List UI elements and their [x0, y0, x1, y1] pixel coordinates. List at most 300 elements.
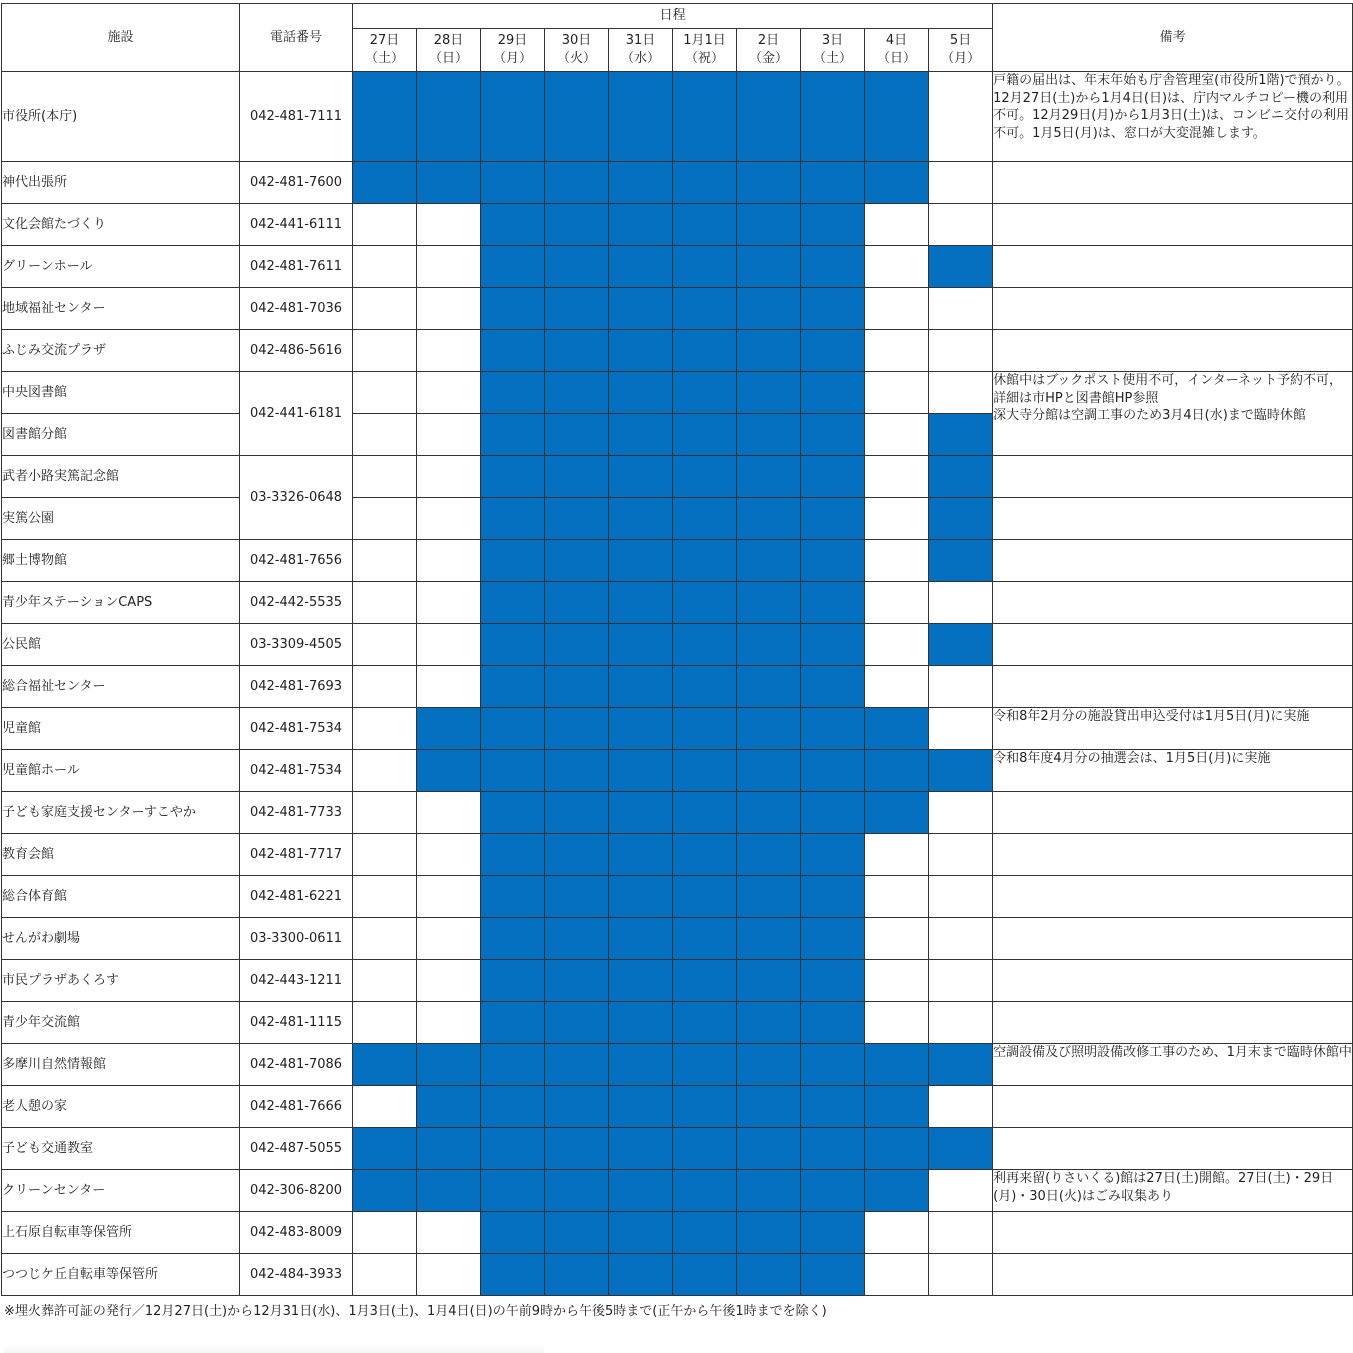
open-day-cell: [417, 246, 481, 288]
closed-day-cell: [609, 498, 673, 540]
closed-day-cell: [801, 624, 865, 666]
table-row: [2, 1044, 1353, 1086]
closed-day-cell: [353, 72, 417, 162]
open-day-cell: [353, 834, 417, 876]
closed-day-cell: [929, 498, 993, 540]
closed-day-cell: [481, 204, 545, 246]
phone-number: 042-484-3933: [240, 1254, 353, 1296]
closed-day-cell: [929, 456, 993, 498]
closed-day-cell: [481, 960, 545, 1002]
schedule-header: 日程: [353, 4, 993, 29]
closed-day-cell: [929, 246, 993, 288]
phone-number: 03-3326-0648: [240, 456, 353, 540]
remarks-cell: [993, 666, 1353, 708]
open-day-cell: [417, 960, 481, 1002]
open-day-cell: [417, 540, 481, 582]
open-day-cell: [417, 792, 481, 834]
remarks-cell: 令和8年度4月分の抽選会は、1月5日(月)に実施: [993, 750, 1353, 792]
closed-day-cell: [481, 372, 545, 414]
closed-day-cell: [609, 372, 673, 414]
closed-day-cell: [865, 792, 929, 834]
open-day-cell: [353, 1002, 417, 1044]
closed-day-cell: [801, 204, 865, 246]
open-day-cell: [417, 1212, 481, 1254]
open-day-cell: [929, 834, 993, 876]
open-day-cell: [865, 876, 929, 918]
open-day-cell: [353, 918, 417, 960]
closed-day-cell: [609, 456, 673, 498]
open-day-cell: [417, 1002, 481, 1044]
closed-day-cell: [481, 456, 545, 498]
closed-day-cell: [737, 1170, 801, 1212]
closed-day-cell: [417, 1086, 481, 1128]
closed-day-cell: [353, 1044, 417, 1086]
open-day-cell: [865, 1212, 929, 1254]
open-day-cell: [929, 372, 993, 414]
closed-day-cell: [481, 246, 545, 288]
open-day-cell: [417, 582, 481, 624]
day-date: 5日: [949, 33, 972, 49]
closed-day-cell: [737, 414, 801, 456]
closed-day-cell: [545, 540, 609, 582]
closed-day-cell: [801, 372, 865, 414]
closed-day-cell: [929, 540, 993, 582]
open-day-cell: [865, 540, 929, 582]
closed-day-cell: [737, 72, 801, 162]
open-day-cell: [417, 918, 481, 960]
closed-day-cell: [737, 1044, 801, 1086]
closed-day-cell: [481, 876, 545, 918]
table-row: [2, 1170, 1353, 1212]
closed-day-cell: [801, 1212, 865, 1254]
closed-day-cell: [417, 750, 481, 792]
remarks-cell: [993, 582, 1353, 624]
facility-name: 公民館: [2, 624, 240, 666]
closed-day-cell: [481, 666, 545, 708]
closed-day-cell: [673, 750, 737, 792]
closed-day-cell: [737, 204, 801, 246]
closed-day-cell: [545, 162, 609, 204]
remarks-cell: [993, 456, 1353, 498]
closed-day-cell: [737, 624, 801, 666]
day-weekday: （月）: [941, 51, 981, 66]
facility-name: 地域福祉センター: [2, 288, 240, 330]
closed-day-cell: [737, 834, 801, 876]
open-day-cell: [865, 246, 929, 288]
table-row: [2, 750, 1353, 792]
closed-day-cell: [545, 1044, 609, 1086]
closed-day-cell: [673, 1086, 737, 1128]
phone-number: 042-481-7666: [240, 1086, 353, 1128]
open-day-cell: [417, 204, 481, 246]
phone-number: 042-481-6221: [240, 876, 353, 918]
closed-day-cell: [737, 582, 801, 624]
phone-number: 042-483-8009: [240, 1212, 353, 1254]
closed-day-cell: [865, 72, 929, 162]
day-header: [609, 29, 673, 72]
closed-day-cell: [609, 246, 673, 288]
day-header: [801, 29, 865, 72]
facility-name: グリーンホール: [2, 246, 240, 288]
closed-day-cell: [801, 456, 865, 498]
closed-day-cell: [673, 246, 737, 288]
open-day-cell: [929, 288, 993, 330]
table-row: [2, 624, 1353, 666]
facility-name: 教育会館: [2, 834, 240, 876]
open-day-cell: [865, 288, 929, 330]
remarks-cell: [993, 330, 1353, 372]
closed-day-cell: [545, 1254, 609, 1296]
closed-day-cell: [481, 288, 545, 330]
open-day-cell: [417, 1254, 481, 1296]
table-row: [2, 834, 1353, 876]
remarks-cell: [993, 834, 1353, 876]
closed-day-cell: [801, 162, 865, 204]
closed-day-cell: [609, 1044, 673, 1086]
closed-day-cell: [673, 456, 737, 498]
open-day-cell: [929, 666, 993, 708]
open-day-cell: [929, 876, 993, 918]
day-header: [673, 29, 737, 72]
closed-day-cell: [609, 834, 673, 876]
closed-day-cell: [481, 162, 545, 204]
facility-name: 中央図書館: [2, 372, 240, 414]
closed-day-cell: [673, 1212, 737, 1254]
closed-day-cell: [609, 582, 673, 624]
closed-day-cell: [673, 498, 737, 540]
closed-day-cell: [737, 792, 801, 834]
closed-day-cell: [929, 1044, 993, 1086]
remarks-cell: [993, 918, 1353, 960]
facility-name: つつじケ丘自転車等保管所: [2, 1254, 240, 1296]
phone-number: 042-481-7656: [240, 540, 353, 582]
closed-day-cell: [545, 1212, 609, 1254]
closed-day-cell: [609, 162, 673, 204]
closed-day-cell: [417, 1128, 481, 1170]
open-day-cell: [865, 834, 929, 876]
open-day-cell: [929, 162, 993, 204]
open-day-cell: [417, 288, 481, 330]
closed-day-cell: [737, 708, 801, 750]
open-day-cell: [865, 372, 929, 414]
closed-day-cell: [673, 1044, 737, 1086]
closed-day-cell: [545, 1170, 609, 1212]
closed-day-cell: [609, 918, 673, 960]
closed-day-cell: [673, 918, 737, 960]
closed-day-cell: [737, 1212, 801, 1254]
remarks-cell: [993, 624, 1353, 666]
closed-day-cell: [673, 666, 737, 708]
closed-day-cell: [481, 1086, 545, 1128]
table-row: [2, 1212, 1353, 1254]
closed-day-cell: [609, 750, 673, 792]
closed-day-cell: [609, 1254, 673, 1296]
closed-day-cell: [609, 708, 673, 750]
closed-day-cell: [801, 750, 865, 792]
closed-day-cell: [481, 1128, 545, 1170]
remarks-cell: [993, 1212, 1353, 1254]
closed-day-cell: [673, 582, 737, 624]
closed-day-cell: [417, 1170, 481, 1212]
closed-day-cell: [353, 1128, 417, 1170]
table-header: [2, 4, 1353, 72]
closed-day-cell: [545, 960, 609, 1002]
closed-day-cell: [545, 372, 609, 414]
facility-name: 児童館: [2, 708, 240, 750]
open-day-cell: [417, 456, 481, 498]
closed-day-cell: [545, 876, 609, 918]
phone-number: 042-481-7086: [240, 1044, 353, 1086]
open-day-cell: [353, 1212, 417, 1254]
closed-day-cell: [609, 204, 673, 246]
open-day-cell: [929, 582, 993, 624]
closed-day-cell: [673, 624, 737, 666]
closed-day-cell: [801, 876, 865, 918]
closed-day-cell: [673, 1002, 737, 1044]
phone-number: 042-487-5055: [240, 1128, 353, 1170]
open-day-cell: [865, 624, 929, 666]
closed-day-cell: [737, 330, 801, 372]
footnote: ※埋火葬許可証の発行／12月27日(土)から12月31日(水)、1月3日(土)、1月4日(日)の午前9時から午後5時まで(正午から午後1時までを除く): [4, 1304, 827, 1319]
facility-name: 文化会館たづくり: [2, 204, 240, 246]
open-day-cell: [353, 582, 417, 624]
facility-name: せんがわ劇場: [2, 918, 240, 960]
closed-day-cell: [737, 498, 801, 540]
day-date: 3日: [821, 33, 844, 49]
open-day-cell: [353, 624, 417, 666]
facility-name: 子ども家庭支援センターすこやか: [2, 792, 240, 834]
facility-name: 神代出張所: [2, 162, 240, 204]
open-day-cell: [929, 918, 993, 960]
closed-day-cell: [353, 162, 417, 204]
closed-day-cell: [865, 708, 929, 750]
open-day-cell: [353, 246, 417, 288]
closed-day-cell: [609, 330, 673, 372]
day-header: [929, 29, 993, 72]
closed-day-cell: [545, 792, 609, 834]
open-day-cell: [929, 792, 993, 834]
table-row: [2, 456, 1353, 498]
day-weekday: （火）: [556, 51, 596, 66]
open-day-cell: [865, 1002, 929, 1044]
table-row: [2, 372, 1353, 414]
table-row: [2, 960, 1353, 1002]
closed-day-cell: [481, 1044, 545, 1086]
facility-name: 武者小路実篤記念館: [2, 456, 240, 498]
table-row: [2, 1128, 1353, 1170]
facility-name: 多摩川自然情報館: [2, 1044, 240, 1086]
open-day-cell: [353, 708, 417, 750]
phone-number: 042-481-7111: [240, 72, 353, 162]
open-day-cell: [865, 1254, 929, 1296]
closed-day-cell: [481, 792, 545, 834]
closed-day-cell: [737, 1254, 801, 1296]
facility-name: 総合福祉センター: [2, 666, 240, 708]
remarks-cell: [993, 792, 1353, 834]
phone-number: 042-481-7733: [240, 792, 353, 834]
closed-day-cell: [673, 204, 737, 246]
open-day-cell: [929, 330, 993, 372]
closed-day-cell: [481, 1212, 545, 1254]
closed-day-cell: [545, 1086, 609, 1128]
closed-day-cell: [801, 708, 865, 750]
closed-day-cell: [865, 750, 929, 792]
closed-day-cell: [801, 918, 865, 960]
open-day-cell: [865, 666, 929, 708]
closed-day-cell: [609, 792, 673, 834]
open-day-cell: [929, 960, 993, 1002]
open-day-cell: [865, 414, 929, 456]
table-row: [2, 162, 1353, 204]
closed-day-cell: [865, 162, 929, 204]
closed-day-cell: [801, 666, 865, 708]
open-day-cell: [417, 414, 481, 456]
open-day-cell: [353, 330, 417, 372]
table-row: [2, 666, 1353, 708]
day-weekday: （祝）: [684, 51, 724, 66]
closed-day-cell: [737, 456, 801, 498]
table-row: [2, 540, 1353, 582]
closed-day-cell: [673, 876, 737, 918]
closed-day-cell: [545, 834, 609, 876]
closed-day-cell: [481, 1170, 545, 1212]
open-day-cell: [417, 372, 481, 414]
closed-day-cell: [545, 330, 609, 372]
closed-day-cell: [481, 582, 545, 624]
phone-number: 042-481-7534: [240, 750, 353, 792]
remarks-cell: [993, 498, 1353, 540]
open-day-cell: [929, 1002, 993, 1044]
closed-day-cell: [481, 72, 545, 162]
day-date: 31日: [625, 33, 656, 49]
phone-number: 042-481-1115: [240, 1002, 353, 1044]
facility-name: クリーンセンター: [2, 1170, 240, 1212]
closed-day-cell: [545, 204, 609, 246]
closed-day-cell: [865, 1086, 929, 1128]
closed-day-cell: [481, 414, 545, 456]
day-weekday: （日）: [428, 51, 468, 66]
phone-number: 042-481-7611: [240, 246, 353, 288]
closed-day-cell: [673, 72, 737, 162]
closed-day-cell: [929, 1128, 993, 1170]
table-row: [2, 246, 1353, 288]
facility-name: 青少年ステーションCAPS: [2, 582, 240, 624]
closed-day-cell: [353, 1170, 417, 1212]
open-day-cell: [929, 1254, 993, 1296]
remarks-cell: [993, 1128, 1353, 1170]
open-day-cell: [865, 330, 929, 372]
closed-day-cell: [609, 624, 673, 666]
table-row: [2, 1086, 1353, 1128]
closed-day-cell: [673, 372, 737, 414]
closed-day-cell: [481, 918, 545, 960]
open-day-cell: [929, 1086, 993, 1128]
closed-day-cell: [737, 666, 801, 708]
day-date: 2日: [757, 33, 780, 49]
facility-name: 図書館分館: [2, 414, 240, 456]
table-row: [2, 582, 1353, 624]
open-day-cell: [353, 750, 417, 792]
open-day-cell: [865, 204, 929, 246]
closed-day-cell: [673, 288, 737, 330]
facility-name: 市役所(本庁): [2, 72, 240, 162]
open-day-cell: [353, 792, 417, 834]
day-date: 4日: [885, 33, 908, 49]
closed-day-cell: [801, 1086, 865, 1128]
closed-day-cell: [737, 1002, 801, 1044]
day-date: 1月1日: [683, 33, 726, 49]
phone-number: 042-441-6181: [240, 372, 353, 456]
table-row: [2, 1254, 1353, 1296]
closed-day-cell: [545, 246, 609, 288]
open-day-cell: [929, 1170, 993, 1212]
open-day-cell: [353, 540, 417, 582]
closed-day-cell: [801, 1044, 865, 1086]
table-row: [2, 792, 1353, 834]
facility-name: 老人憩の家: [2, 1086, 240, 1128]
closed-day-cell: [801, 540, 865, 582]
closed-day-cell: [545, 498, 609, 540]
facility-name: ふじみ交流プラザ: [2, 330, 240, 372]
facility-name: 児童館ホール: [2, 750, 240, 792]
remarks-cell: [993, 1002, 1353, 1044]
closed-day-cell: [609, 1170, 673, 1212]
closed-day-cell: [609, 1086, 673, 1128]
closed-day-cell: [801, 834, 865, 876]
closed-day-cell: [737, 876, 801, 918]
remarks-cell: [993, 960, 1353, 1002]
day-weekday: （日）: [876, 51, 916, 66]
open-day-cell: [865, 582, 929, 624]
open-day-cell: [353, 372, 417, 414]
closed-day-cell: [801, 72, 865, 162]
facility-header: 施設: [2, 4, 240, 72]
closed-day-cell: [929, 750, 993, 792]
open-day-cell: [865, 456, 929, 498]
closed-day-cell: [737, 918, 801, 960]
closed-day-cell: [673, 1128, 737, 1170]
facility-name: 子ども交通教室: [2, 1128, 240, 1170]
closed-day-cell: [545, 1128, 609, 1170]
closed-day-cell: [417, 72, 481, 162]
phone-number: 042-481-7036: [240, 288, 353, 330]
closed-day-cell: [801, 1002, 865, 1044]
closed-day-cell: [737, 750, 801, 792]
facility-name: 上石原自転車等保管所: [2, 1212, 240, 1254]
facility-name: 実篤公園: [2, 498, 240, 540]
table-row: [2, 288, 1353, 330]
facility-name: 青少年交流館: [2, 1002, 240, 1044]
phone-number: 042-443-1211: [240, 960, 353, 1002]
remarks-cell: 令和8年2月分の施設貸出申込受付は1月5日(月)に実施: [993, 708, 1353, 750]
open-day-cell: [353, 876, 417, 918]
closed-day-cell: [545, 750, 609, 792]
open-day-cell: [865, 960, 929, 1002]
remarks-cell: [993, 1086, 1353, 1128]
open-day-cell: [353, 456, 417, 498]
closed-day-cell: [545, 456, 609, 498]
open-day-cell: [353, 666, 417, 708]
open-day-cell: [353, 1086, 417, 1128]
closed-day-cell: [609, 1128, 673, 1170]
open-day-cell: [417, 330, 481, 372]
open-day-cell: [417, 498, 481, 540]
closed-day-cell: [481, 834, 545, 876]
closed-day-cell: [673, 414, 737, 456]
remarks-cell: 戸籍の届出は、年末年始も庁舎管理室(市役所1階)で預かり。12月27日(土)から1月4日(日)は、庁内マルチコピー機の利用不可。12月29日(月)から1月3日(土)は、コンビニ交付の利用不可。1月5日(月)は、窓口が大変混雑します。: [993, 72, 1353, 162]
closed-day-cell: [801, 960, 865, 1002]
closed-day-cell: [801, 498, 865, 540]
